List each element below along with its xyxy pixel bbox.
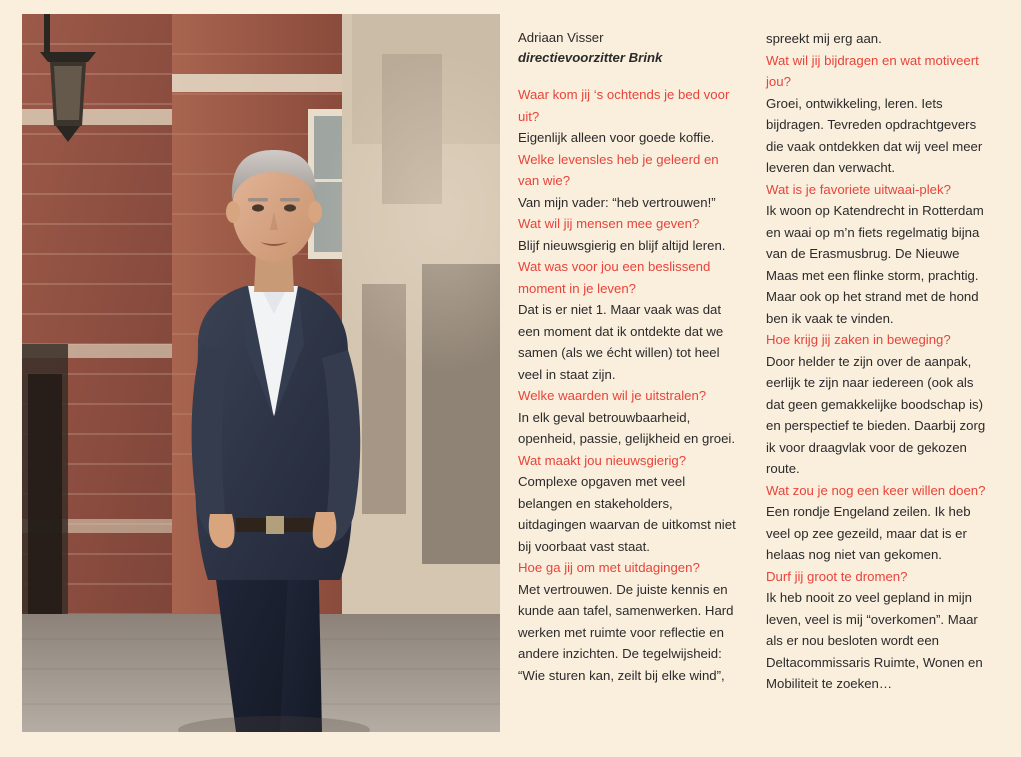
answer-text: Complexe opgaven met veel belangen en stakeholders, uitdagingen waarvan de uitkomst niet bij voorbaat vast staat.: [518, 474, 736, 554]
qa-item: [518, 557, 740, 686]
question-text: Wat wil jij bijdragen en wat motiveert jou?: [766, 52, 979, 89]
answer-text: Van mijn vader: “heb vertrouwen!”: [518, 194, 716, 210]
answer-text: Een rondje Engeland zeilen. Ik heb veel op zee gezeild, maar dat is er helaas nog niet van gekomen.: [766, 504, 971, 562]
qa-item: [518, 256, 740, 385]
qa-item: [766, 329, 988, 480]
answer-text: In elk geval betrouwbaarheid, openheid, passie, gelijkheid en groei.: [518, 409, 736, 446]
answer-text: Blijf nieuwsgierig en blijf altijd leren.: [518, 237, 726, 253]
person-role: directievoorzitter Brink: [518, 50, 663, 65]
question-text: Hoe krijg jij zaken in beweging?: [766, 332, 951, 347]
qa-item: [518, 84, 740, 149]
portrait-photo: [22, 14, 500, 732]
qa-item: [766, 480, 988, 566]
question-text: Wat maakt jou nieuwsgierig?: [518, 452, 687, 468]
question-text: Wat is je favoriete uitwaai-plek?: [766, 181, 951, 197]
question-text: Wat wil jij mensen mee geven?: [518, 216, 700, 231]
portrait-illustration: [22, 14, 500, 732]
question-text: Welke levensles heb je geleerd en van wie?: [518, 151, 719, 188]
qa-item: [518, 385, 740, 450]
qa-item: [766, 179, 988, 330]
answer-continuation: spreekt mij erg aan.: [766, 31, 882, 46]
answer-text: Groei, ontwikkeling, leren. Iets bijdragen. Tevreden opdrachtgevers die vaak ontdekken dat wij veel meer leveren dan verwacht.: [766, 95, 983, 175]
question-text: Waar kom jij ‘s ochtends je bed voor uit?: [518, 87, 730, 124]
question-text: Wat was voor jou een beslissend moment in je leven?: [518, 259, 711, 296]
answer-text: Ik heb nooit zo veel gepland in mijn leven, veel is mij “overkomen”. Maar als er nou besloten wordt een Deltacommissaris Ruimte, Wonen en Mobiliteit te zoeken…: [766, 590, 983, 691]
qa-item: [518, 213, 740, 256]
question-text: Hoe ga jij om met uitdagingen?: [518, 560, 700, 575]
text-column-right: [766, 28, 988, 695]
question-text: Durf jij groot te dromen?: [766, 568, 908, 584]
question-text: Wat zou je nog een keer willen doen?: [766, 482, 986, 498]
answer-text: Ik woon op Katendrecht in Rotterdam en waai op m’n fiets regelmatig bijna van de Erasmusbrug. De Nieuwe Maas met een flinke storm, prachtig. Maar ook op het strand met de hond ben ik vaak te vinden.: [766, 203, 984, 326]
qa-item: [518, 149, 740, 214]
qa-item: [518, 450, 740, 558]
answer-text: Door helder te zijn over de aanpak, eerlijk te zijn naar iedereen (ook als dat geen gemakkelijke boodschap is) en perspectief te bieden. Daarbij zorg ik voor draagvlak voor de gekozen route.: [766, 353, 986, 476]
answer-text: Eigenlijk alleen voor goede koffie.: [518, 130, 715, 145]
qa-item: [766, 566, 988, 695]
question-text: Welke waarden wil je uitstralen?: [518, 388, 707, 403]
interview-text: [518, 28, 1000, 738]
answer-text: Met vertrouwen. De juiste kennis en kunde aan tafel, samenwerken. Hard werken met ruimte voor reflectie en andere inzichten. De tegelwijsheid: “Wie sturen kan, zeilt bij elke wind”,: [518, 581, 734, 683]
text-column-left: [518, 28, 740, 686]
qa-item: [766, 50, 988, 179]
answer-text: Dat is er niet 1. Maar vaak was dat een moment dat ik ontdekte dat we samen (als we écht willen) tot heel veel in staat zijn.: [518, 302, 724, 382]
person-name: Adriaan Visser: [518, 30, 604, 45]
